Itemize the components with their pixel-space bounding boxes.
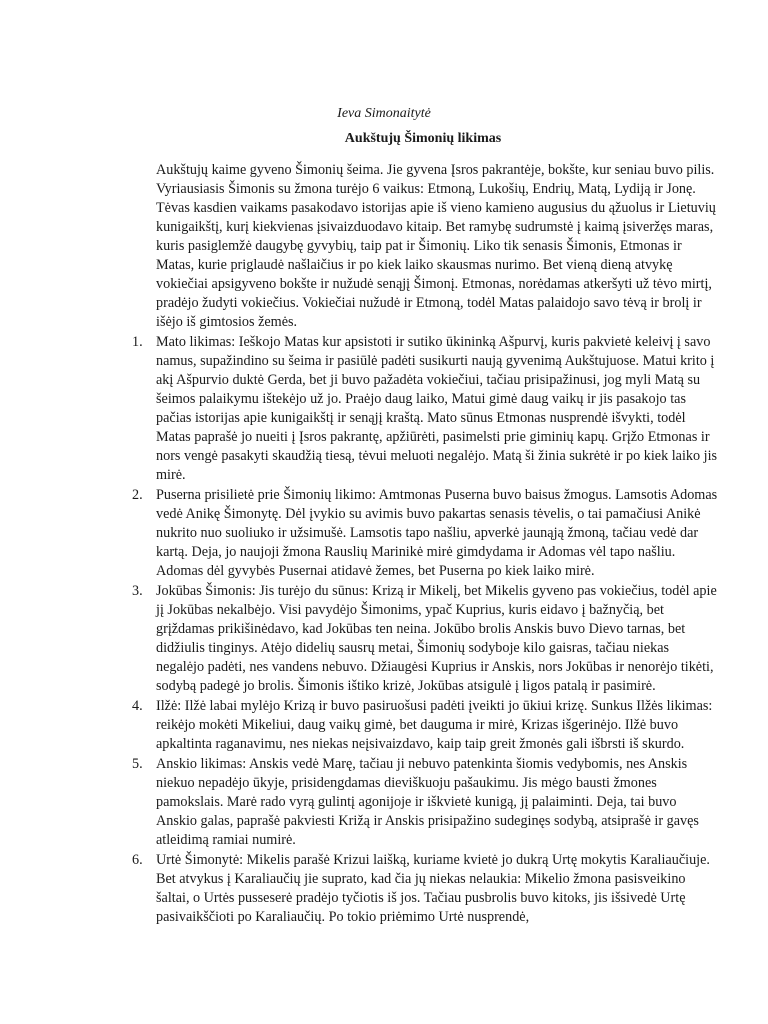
list-item-text: Mato likimas: Ieškojo Matas kur apsistoti ir sutiko ūkininką Ašpurvį, kuris pakvietė keleivį į savo namus, supažindino su šeima ir pasiūlė padėti susikurti naują gyvenimą Aukštujuose. Matui krito į akį Ašpurvio duktė Gerda, bet ji buvo pažadėta vokiečiui, tačiau prisipažinusi, jog myli Matą su šeimos palaikymu ištekėjo už jo. Praėjo daug laiko, Matui gimė daug vaikų ir jis pasakojo tas pačias istorijas apie kunigaikštį ir senąjį kraštą. Mato sūnus Etmonas nusprendė išvykti, todėl Matas paprašė jo nueiti į Įsros pakrantę, apžiūrėti, pasimelsti prie giminių kapų. Grįžo Etmonas ir nors vengė pasakyti skaudžią tiesą, tėvui meluoti negalėjo. Matą ši žinia sukrėtė ir po kiek laiko jis mirė. — [156, 334, 718, 483]
list-item — [132, 333, 718, 485]
list-item — [132, 851, 718, 927]
list-item-number: 6. — [132, 852, 143, 868]
list-item-text: Ilžė: Ilžė labai mylėjo Krizą ir buvo pasiruošusi padėti įveikti jo ūkiui krizę. Sunkus Ilžės likimas: reikėjo mokėti Mikeliui, daug vaikų gimė, bet dauguma ir mirė, Krizas išgerinėjo. Ilžė buvo apkaltinta raganavimu, nes niekas neįsivaizdavo, kaip taip greit žmonės gali išbrsti iš skurdo. — [156, 698, 713, 752]
list-item-number: 2. — [132, 487, 143, 503]
list-item — [132, 697, 718, 754]
list-item — [132, 486, 718, 581]
list-item-text: Anskio likimas: Anskis vedė Marę, tačiau ji nebuvo patenkinta šiomis vedybomis, nes Anskis niekuo nepadėjo ūkyje, prisidengdamas dieviškuoju pašaukimu. Jis mėgo bausti žmones pamokslais. Marė rado vyrą gulintį agonijoje ir iškvietė kunigą, jį palaiminti. Deja, tai buvo Anskio galas, paprašė pakviesti Križą ir Anskis prisipažino sudeginęs sodybą, atsiprašė ir gavęs atleidimą ramiai numirė. — [156, 756, 699, 848]
list-item-text: Jokūbas Šimonis: Jis turėjo du sūnus: Krizą ir Mikelį, bet Mikelis gyveno pas vokiečius, todėl apie jį Jokūbas nekalbėjo. Visi pavydėjo Šimonims, ypač Kuprius, kuris eidavo į bažnyčią, bet grįždamas prikišinėdavo, kad Jokūbas ten neina. Jokūbo brolis Anskis buvo Dievo tarnas, bet didžiulis tinginys. Atėjo didelių sausrų metai, Šimonių sodyboje kilo gaisras, tačiau niekas negalėjo padėti, nes vandens nebuvo. Džiaugėsi Kuprius ir Anskis, nors Jokūbas ir nenorėjo tikėti, sodybą padegė jo brolis. Šimonis ištiko krizė, Jokūbas atsigulė į ligos patalą ir pasimirė. — [156, 583, 717, 694]
list-item-text: Urtė Šimonytė: Mikelis parašė Krizui laišką, kuriame kvietė jo dukrą Urtę mokytis Karaliaučiuje. Bet atvykus į Karaliaučių jie suprato, kad čia jų niekas nelaukia: Mikelio žmona pasisveikino šaltai, o Urtės pusseserė pradėjo tyčiotis iš jos. Tačiau pusbrolis buvo kitoks, jis išsivedė Urtę pasivaikščioti po Karaliaučių. Po tokio priėmimo Urtė nusprendė, — [156, 852, 710, 925]
document-body — [132, 161, 718, 928]
list-item-number: 3. — [132, 583, 143, 599]
list-item — [132, 755, 718, 850]
list-item-number: 5. — [132, 756, 143, 772]
chapter-list — [132, 333, 718, 927]
intro-paragraph: Aukštujų kaime gyveno Šimonių šeima. Jie gyvena Įsros pakrantėje, bokšte, kur seniau buvo pilis. Vyriausiasis Šimonis su žmona turėjo 6 vaikus: Etmoną, Lukošių, Endrių, Matą, Lydiją ir Jonę. Tėvas kasdien vaikams pasakodavo istorijas apie iš vieno kamieno augusius du ąžuolus ir Lietuvių kunigaikštį, kurį kiekvienas įsivaizduodavo kitaip. Bet ramybę sudrumstė į kaimą įsiveržęs maras, kuris pasiglemžė daugybę gyvybių, taip pat ir Šimonių. Liko tik senasis Šimonis, Etmonas ir Matas, kurie priglaudė našlaičius ir po kiek laiko skausmas nurimo. Bet vieną dieną atvykę vokiečiai apsigyveno bokšte ir nužudė senąjį Šimonį. Etmonas, norėdamas atkeršyti už tėvo mirtį, pradėjo žudyti vokiečius. Vokiečiai nužudė ir Etmoną, todėl Matas palaidojo savo tėvą ir brolį ir išėjo iš gimtosios žemės. — [156, 162, 716, 330]
list-item-text: Puserna prisilietė prie Šimonių likimo: Amtmonas Puserna buvo baisus žmogus. Lamsotis Adomas vedė Anikę Šimonytę. Dėl įvykio su avimis buvo pakartas senasis tėvelis, o tai pamačiusi Anikė nukrito nuo suoliuko ir užsimušė. Lamsotis tapo našliu, apverkė jaunąją žmoną, tačiau vedė dar kartą. Deja, jo naujoji žmona Rauslių Marinikė mirė gimdydama ir Adomas vėl tapo našliu. Adomas dėl gyvybės Pusernai atidavė žemes, bet Puserna po kiek laiko mirė. — [156, 487, 718, 579]
list-item-number: 1. — [132, 334, 143, 350]
list-item — [132, 582, 718, 696]
document-title: Aukštujų Šimonių likimas — [344, 131, 502, 146]
list-item-number: 4. — [132, 698, 143, 714]
document-author: Ieva Simonaitytė — [337, 106, 431, 121]
